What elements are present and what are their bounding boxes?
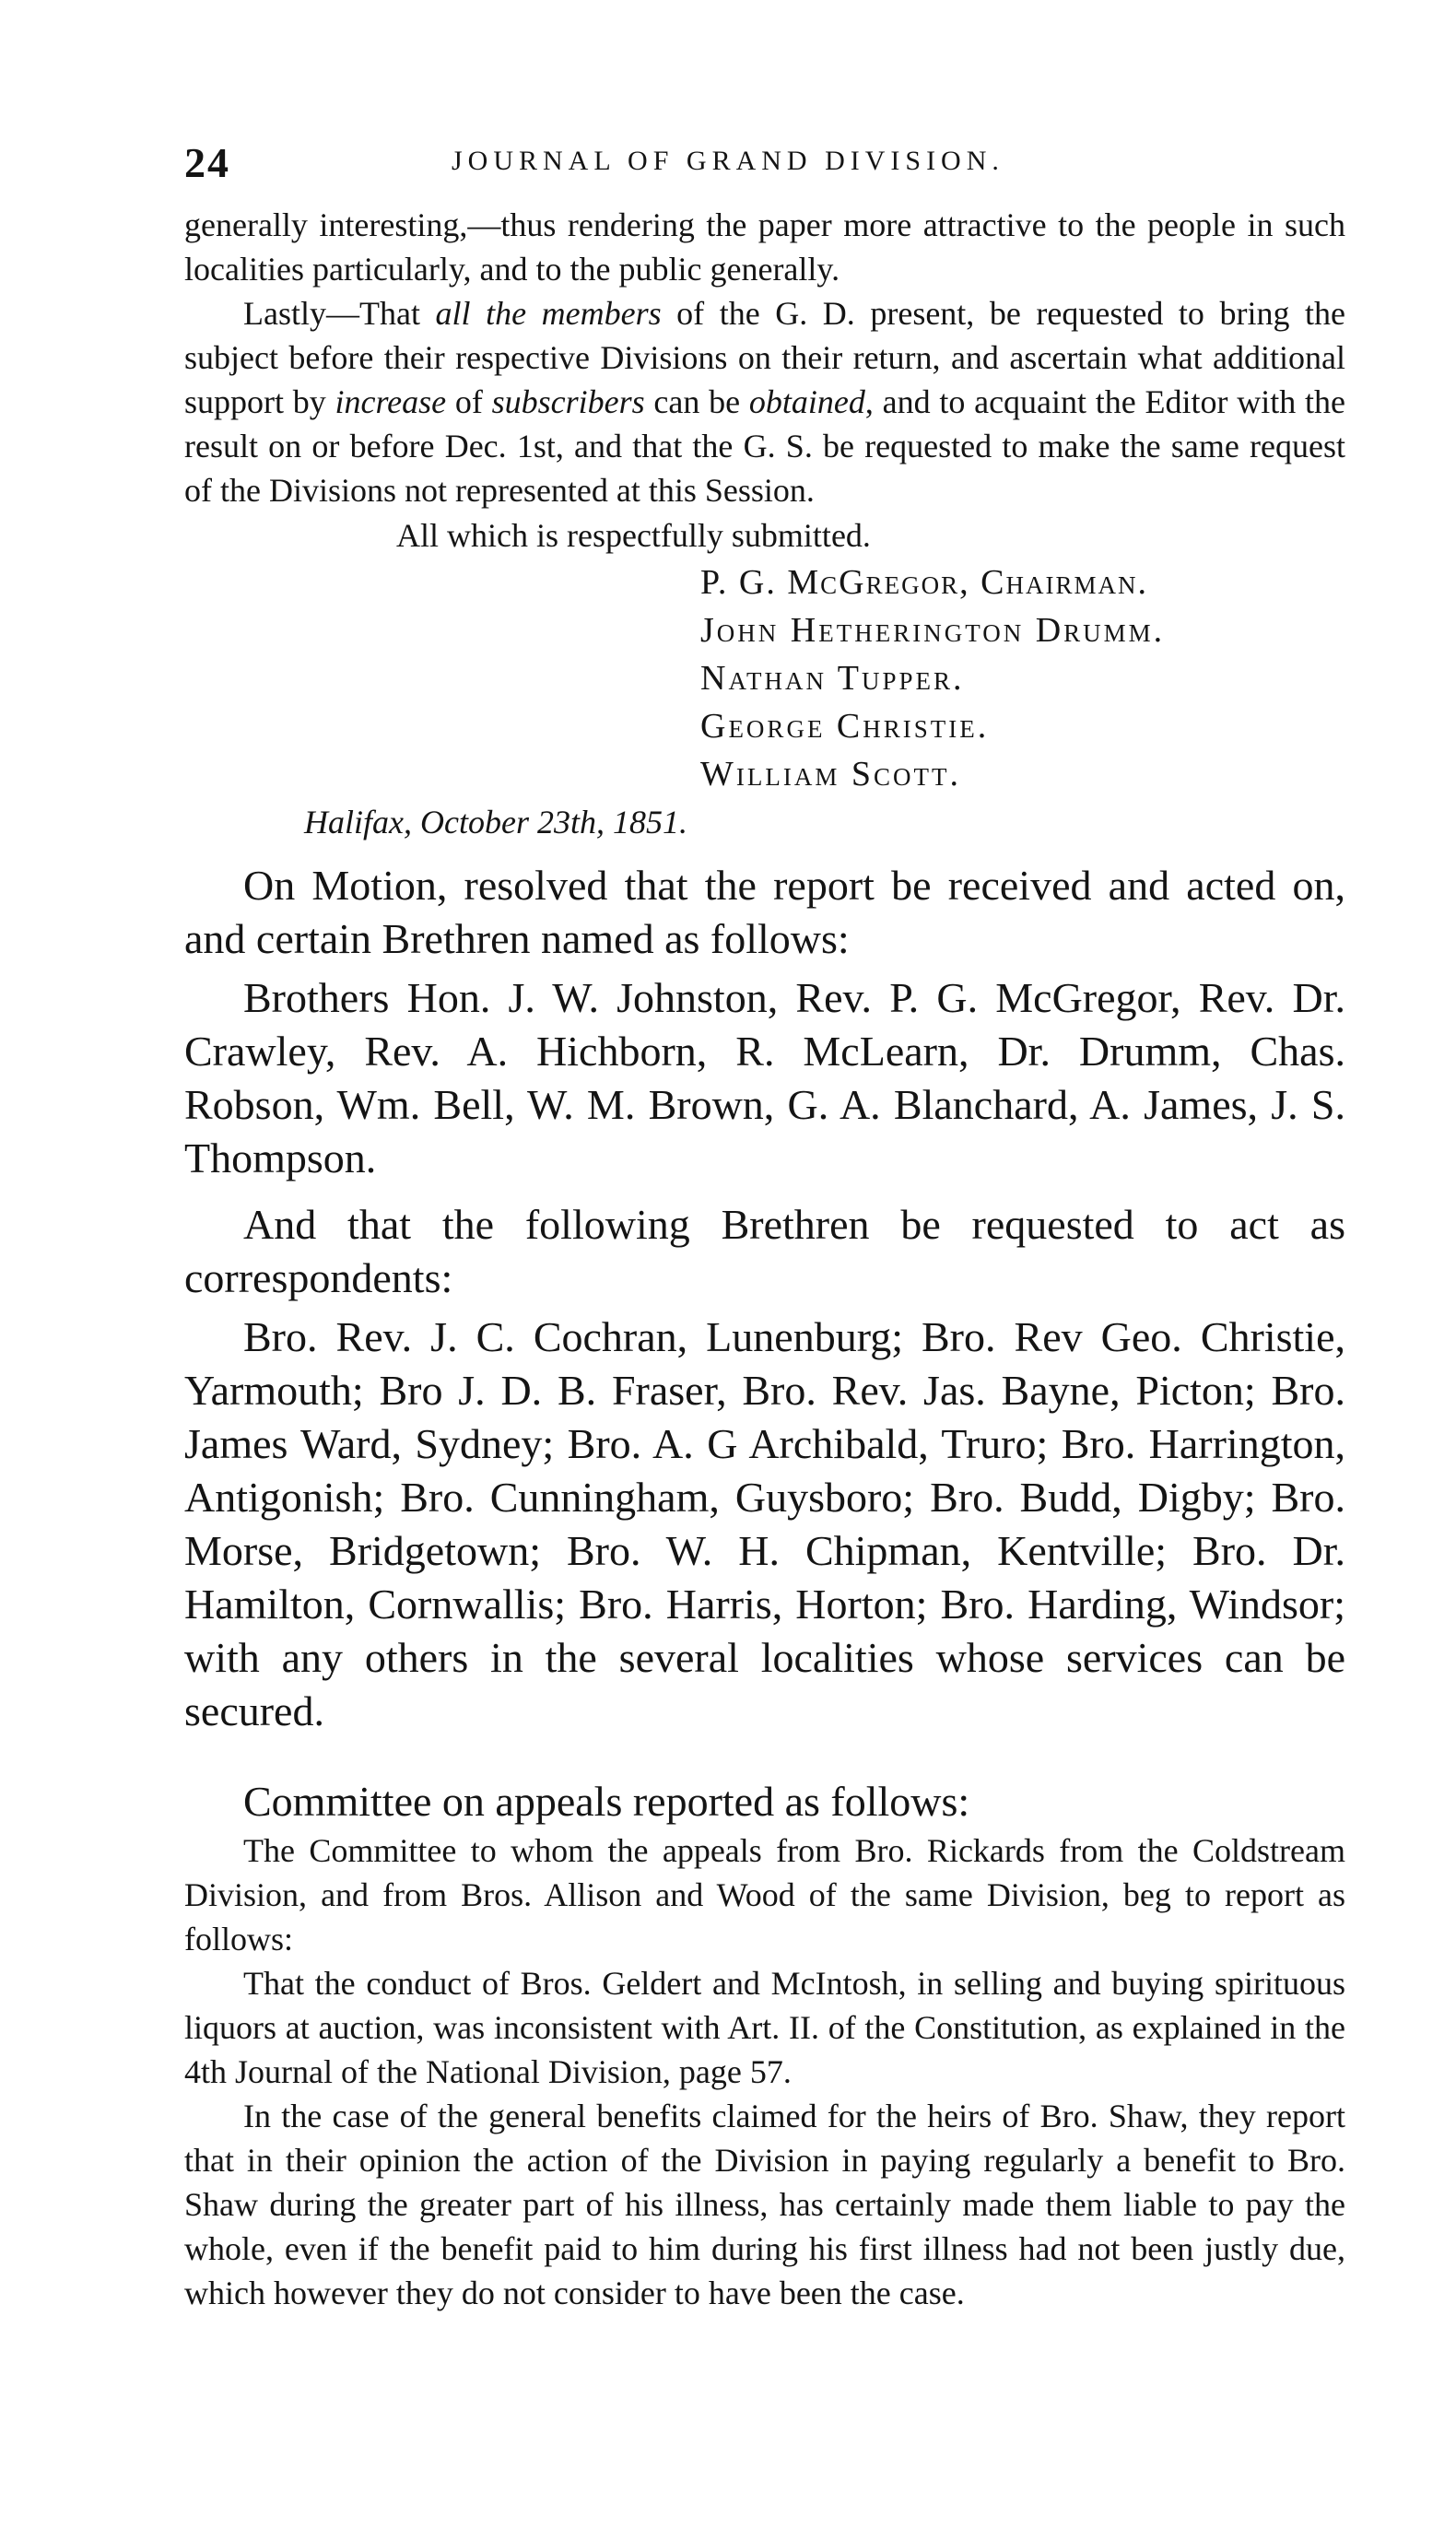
committee-heading: Committee on appeals reported as follows:: [243, 1778, 970, 1825]
lastly-lead: Lastly—That: [243, 295, 436, 332]
lastly-emphasis-increase: increase: [335, 383, 447, 420]
paragraph-lastly: [184, 291, 1345, 512]
brethren-list: Brothers Hon. J. W. Johnston, Rev. P. G. McGregor, Rev. Dr. Crawley, Rev. A. Hichborn, R. McLearn, Dr. Drumm, Chas. Robson, Wm. Bell, W. M. Brown, G. A. Blanchard, A. James, J. S. Thompson.: [184, 974, 1345, 1181]
page-number: 24: [184, 139, 230, 186]
spacer: [184, 1738, 1345, 1775]
appeals-conduct: That the conduct of Bros. Geldert and McIntosh, in selling and buying spirituous liquors at auction, was inconsistent with Art. II. of the Constitution, as explained in the 4th Journal of the National Division, page 57.: [184, 1965, 1345, 2090]
lastly-emphasis-members: all the members: [435, 295, 662, 332]
correspondents-list: Bro. Rev. J. C. Cochran, Lunenburg; Bro. Rev Geo. Christie, Yarmouth; Bro J. D. B. Fraser, Bro. Rev. Jas. Bayne, Picton; Bro. James Ward, Sydney; Bro. A. G Archibald, Truro; Bro. Harrington, Antigonish; Bro. Cunningham, Guysboro; Bro. Budd, Digby; Bro. Morse, Bridgetown; Bro. W. H. Chipman, Kentville; Bro. Dr. Hamilton, Cornwallis; Bro. Harris, Horton; Bro. Harding, Windsor; with any others in the several localities whose services can be secured.: [184, 1313, 1345, 1734]
lastly-emphasis-subscribers: subscribers: [491, 383, 645, 420]
signature-name: Nathan Tupper.: [700, 659, 965, 698]
spacer: [184, 846, 1345, 859]
page-header: [184, 138, 1345, 203]
spacer: [184, 1185, 1345, 1198]
running-head: JOURNAL OF GRAND DIVISION.: [452, 146, 1004, 176]
motion-paragraph: On Motion, resolved that the report be received and acted on, and certain Brethren named as follows:: [184, 862, 1345, 962]
correspondents-intro: And that the following Brethren be requested to act as correspondents:: [184, 1201, 1345, 1301]
lastly-middle-3: can be: [644, 383, 749, 420]
signature-name: George Christie.: [700, 707, 990, 746]
lastly-emphasis-obtained: obtained: [748, 383, 865, 420]
signature-block: [184, 558, 1345, 798]
lastly-middle-2: of: [446, 383, 492, 420]
lastly-middle-1: of the G. D. present, be requested to bring the subject before their respective Divisions on their return, and ascertain what additional support by: [184, 295, 1345, 420]
appeals-benefits: In the case of the general benefits claimed for the heirs of Bro. Shaw, they report that in their opinion the action of the Division in paying regularly a benefit to Bro. Shaw during the greater part of his illness, has certainly made them liable to pay the whole, even if the benefit paid to him during his first illness had not been justly due, which however they do not consider to have been the case.: [184, 2098, 1345, 2311]
appeals-intro: The Committee to whom the appeals from Bro. Rickards from the Coldstream Division, and from Bros. Allison and Wood of the same Division, beg to report as follows:: [184, 1832, 1345, 1957]
signature-chairman: P. G. McGregor, Chairman.: [700, 563, 1148, 602]
submitted-line: All which is respectfully submitted.: [396, 517, 871, 554]
lastly-tail: , and to acquaint the Editor with the result on or before Dec. 1st, and that the G. S. be requested to make the same request of the Divisions not represented at this Session.: [184, 383, 1345, 509]
signature-name: John Hetherington Drumm.: [700, 611, 1166, 650]
book-page: [184, 138, 1345, 2315]
dateline: Halifax, October 23th, 1851.: [304, 804, 687, 840]
signature-name: William Scott.: [700, 755, 961, 793]
paragraph-continuation: generally interesting,—thus rendering the paper more attractive to the people in such localities particularly, and to the public generally.: [184, 206, 1345, 288]
